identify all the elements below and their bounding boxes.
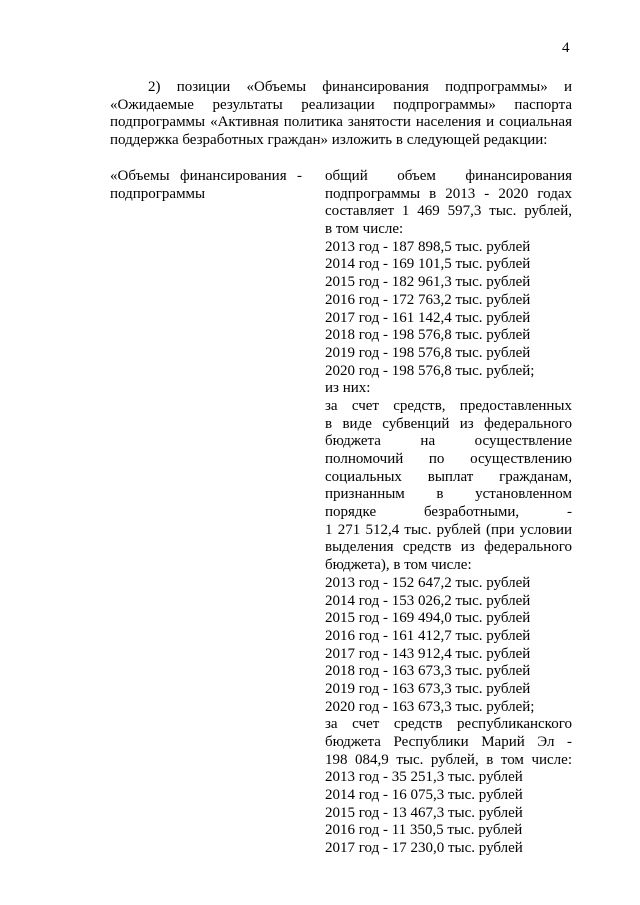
intro-line: поддержка безработных граждан» изложить в следующей редакции: [110, 132, 548, 149]
value-line: бюджета), в том числе: [325, 557, 472, 574]
value-line: 2013 год - 187 898,5 тыс. рублей [325, 238, 531, 255]
intro-line: «Ожидаемые результаты реализации подпрограммы» паспорта [110, 96, 572, 113]
value-line: 2015 год - 182 961,3 тыс. рублей [325, 274, 531, 291]
value-line: за счет средств, предоставленных [325, 397, 572, 414]
value-line: из них: [325, 380, 371, 397]
funding-value [325, 168, 572, 858]
value-line: 2014 год - 16 075,3 тыс. рублей [325, 787, 523, 804]
value-line: общий объем финансирования [325, 168, 572, 184]
value-line: 2017 год - 143 912,4 тыс. рублей [325, 645, 531, 662]
value-line: 2017 год - 17 230,0 тыс. рублей [325, 840, 523, 857]
value-line: 2020 год - 163 673,3 тыс. рублей; [325, 698, 535, 715]
value-line: 2016 год - 172 763,2 тыс. рублей [325, 291, 531, 308]
value-line: 2015 год - 13 467,3 тыс. рублей [325, 804, 523, 821]
intro-line: 2) позиции «Объемы финансирования подпрограммы» и [148, 79, 572, 95]
value-line: в виде субвенций из федерального [325, 415, 572, 432]
value-line: 2017 год - 161 142,4 тыс. рублей [325, 309, 531, 326]
value-line: 2019 год - 163 673,3 тыс. рублей [325, 680, 531, 697]
label-line: «Объемы финансирования - [110, 168, 302, 184]
value-line: полномочий по осуществлению [325, 451, 572, 467]
value-line: бюджета Республики Марий Эл - [325, 734, 572, 750]
value-line: за счет средств республиканского [325, 716, 572, 733]
value-line: составляет 1 469 597,3 тыс. рублей, [325, 203, 572, 220]
value-line: признанным в установленном [325, 486, 572, 503]
intro-paragraph [110, 79, 572, 150]
value-line: 198 084,9 тыс. рублей, в том числе: [325, 751, 572, 768]
value-line: 2018 год - 163 673,3 тыс. рублей [325, 663, 531, 680]
value-line: 2015 год - 169 494,0 тыс. рублей [325, 610, 531, 627]
value-line: 2014 год - 169 101,5 тыс. рублей [325, 256, 531, 273]
value-line: 1 271 512,4 тыс. рублей (при условии [325, 521, 572, 538]
value-line: 2016 год - 161 412,7 тыс. рублей [325, 627, 531, 644]
value-line: в том числе: [325, 221, 404, 238]
value-line: 2014 год - 153 026,2 тыс. рублей [325, 592, 531, 609]
value-line: 2020 год - 198 576,8 тыс. рублей; [325, 362, 535, 379]
value-line: порядке безработными, - [325, 504, 572, 521]
value-line: социальных выплат гражданам, [325, 468, 572, 485]
page-number: 4 [562, 40, 570, 56]
intro-line: подпрограммы «Активная политика занятости населения и социальная [110, 114, 572, 131]
value-line: 2013 год - 152 647,2 тыс. рублей [325, 574, 531, 591]
value-line: бюджета на осуществление [325, 433, 572, 450]
value-line: подпрограммы в 2013 - 2020 годах [325, 185, 572, 202]
value-line: 2016 год - 11 350,5 тыс. рублей [325, 822, 523, 839]
value-line: 2018 год - 198 576,8 тыс. рублей [325, 327, 531, 344]
value-line: 2019 год - 198 576,8 тыс. рублей [325, 344, 531, 361]
value-line: выделения средств из федерального [325, 539, 572, 556]
value-line: 2013 год - 35 251,3 тыс. рублей [325, 769, 523, 786]
funding-label [110, 168, 302, 203]
label-line: подпрограммы [110, 185, 206, 202]
